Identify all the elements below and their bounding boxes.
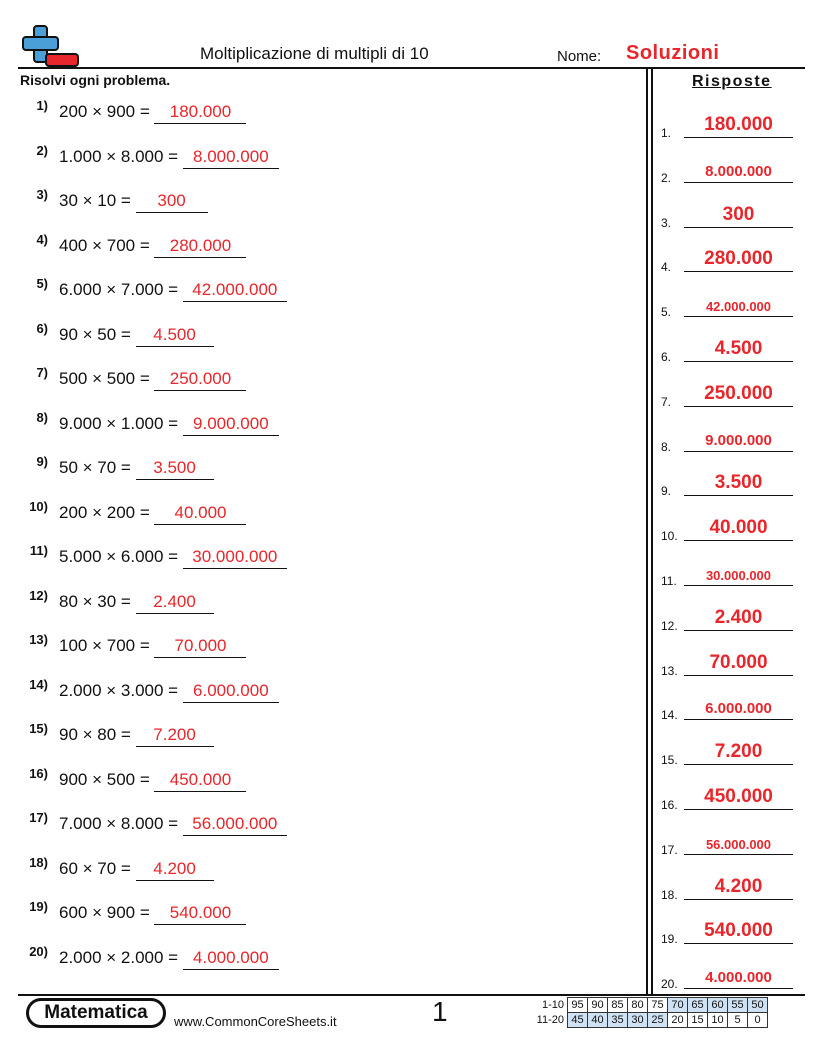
problem-expression: 7.000 × 8.000 = — [59, 814, 183, 833]
answer-key-value: 42.000.000 — [705, 299, 772, 315]
problem-number: 20) — [29, 943, 48, 959]
header-divider — [18, 67, 805, 69]
answer-key-label: 8. — [661, 439, 672, 454]
answer-key-row — [661, 782, 793, 812]
answer-key-value: 450.000 — [704, 786, 773, 807]
problem-number: 12) — [29, 587, 48, 603]
score-cell: 50 — [748, 998, 768, 1013]
score-cell: 95 — [568, 998, 588, 1013]
answer-key-line — [684, 585, 793, 586]
answer-blank[interactable]: 7.200 — [136, 724, 214, 747]
problem-expression: 900 × 500 = — [59, 769, 155, 789]
score-cell: 60 — [708, 998, 728, 1013]
problem-expression: 6.000 × 7.000 = — [59, 280, 183, 299]
answer-key-value: 6.000.000 — [705, 700, 772, 718]
answer-key-label: 10. — [661, 529, 678, 544]
problem-expression: 60 × 70 = — [59, 858, 136, 878]
answer-key-row — [661, 916, 793, 946]
answer-key-label: 17. — [661, 842, 678, 857]
answer-key-value: 280.000 — [704, 248, 773, 270]
answer-key-label: 19. — [661, 932, 678, 947]
problem-expression: 9.000 × 1.000 = — [59, 413, 183, 433]
answer-key-value: 70.000 — [709, 651, 768, 673]
answer-blank[interactable]: 6.000.000 — [183, 680, 279, 703]
answer-key-value: 4.500 — [714, 338, 763, 359]
problem-expression: 200 × 900 = — [59, 102, 155, 121]
answer-key-label: 1. — [661, 126, 672, 140]
problem-expression: 600 × 900 = — [59, 903, 155, 922]
score-row — [528, 998, 768, 1013]
answer-key-row — [661, 513, 793, 543]
answer-key-line — [684, 630, 793, 631]
answer-blank[interactable]: 56.000.000 — [183, 813, 287, 836]
problem-expression: 500 × 500 = — [59, 369, 155, 388]
name-value: Soluzioni — [626, 42, 720, 64]
answer-key-line — [684, 137, 793, 138]
answer-key-value: 2.400 — [714, 606, 763, 628]
answer-key-label: 11. — [661, 574, 677, 588]
answer-blank[interactable]: 42.000.000 — [183, 279, 287, 302]
answer-key-label: 15. — [661, 753, 678, 768]
answer-blank[interactable]: 30.000.000 — [183, 546, 287, 569]
problem-number: 7) — [36, 365, 48, 380]
score-cell: 55 — [728, 998, 748, 1013]
answer-key-row — [661, 244, 793, 274]
answer-key-row — [661, 827, 793, 857]
answer-key-line — [684, 271, 793, 272]
site-url: www.CommonCoreSheets.it — [174, 1014, 337, 1029]
answer-blank[interactable]: 280.000 — [154, 235, 246, 258]
answer-key-row — [661, 379, 793, 409]
problem-number: 8) — [36, 409, 48, 425]
answer-key-value: 300 — [722, 203, 755, 225]
problem-number: 13) — [29, 632, 48, 647]
answer-key-value: 8.000.000 — [705, 162, 772, 180]
answer-key-row — [661, 468, 793, 498]
answer-key-label: 3. — [661, 215, 672, 230]
score-cell: 30 — [628, 1013, 648, 1028]
answer-key-line — [684, 182, 793, 183]
problem-expression: 90 × 80 = — [59, 725, 136, 744]
problem-number: 9) — [36, 454, 48, 469]
score-cell: 45 — [568, 1013, 588, 1028]
answer-key-label: 18. — [661, 887, 678, 902]
score-cell: 80 — [628, 998, 648, 1013]
answer-key-line — [684, 809, 793, 810]
problem-number: 19) — [29, 899, 48, 914]
score-cell: 75 — [648, 998, 668, 1013]
answer-blank[interactable]: 2.400 — [136, 591, 214, 614]
brand-badge: Matematica — [26, 998, 166, 1028]
score-cell: 20 — [668, 1013, 688, 1028]
answer-key-line — [684, 361, 793, 362]
score-cell: 90 — [588, 998, 608, 1013]
answer-key-line — [684, 451, 793, 452]
problem-number: 10) — [29, 498, 48, 514]
score-cell: 25 — [648, 1013, 668, 1028]
problem-number: 5) — [36, 276, 48, 291]
problem-expression: 100 × 700 = — [59, 636, 155, 655]
problem-number: 11) — [29, 543, 48, 558]
answer-key-label: 20. — [661, 977, 678, 992]
problem-expression: 2.000 × 3.000 = — [59, 680, 183, 700]
problem-number: 4) — [36, 231, 48, 247]
answers-heading: Risposte — [692, 73, 772, 90]
answer-blank[interactable]: 180.000 — [154, 101, 246, 124]
problem-expression: 80 × 30 = — [59, 591, 136, 611]
score-cell: 70 — [668, 998, 688, 1013]
answer-key-row — [661, 558, 793, 588]
score-cell: 10 — [708, 1013, 728, 1028]
footer-divider — [18, 994, 805, 996]
worksheet-title: Moltiplicazione di multipli di 10 — [200, 44, 429, 63]
score-cell: 15 — [688, 1013, 708, 1028]
answer-key-label: 5. — [661, 305, 672, 320]
answer-key-line — [684, 227, 793, 228]
answer-key-line — [684, 764, 793, 765]
answer-blank[interactable]: 4.000.000 — [183, 947, 279, 970]
answer-blank[interactable]: 8.000.000 — [183, 146, 279, 169]
answer-key-row — [661, 737, 793, 767]
answer-key-label: 14. — [661, 708, 678, 723]
problem-number: 17) — [29, 810, 48, 825]
answer-key-row — [661, 200, 793, 230]
answer-key-label: 6. — [661, 350, 672, 364]
score-cell: 40 — [588, 1013, 608, 1028]
answer-key-value: 4.200 — [714, 875, 763, 897]
page-number: 1 — [432, 996, 448, 1027]
answer-blank[interactable]: 540.000 — [154, 902, 246, 925]
column-divider-right — [651, 67, 653, 995]
answer-key-line — [684, 899, 793, 900]
problem-number: 6) — [36, 320, 48, 336]
score-cell: 5 — [728, 1013, 748, 1028]
answer-blank[interactable]: 450.000 — [154, 769, 246, 792]
answer-blank[interactable]: 9.000.000 — [183, 413, 279, 436]
problem-number: 15) — [29, 721, 48, 736]
answer-key-value: 3.500 — [714, 472, 763, 494]
score-row — [528, 1013, 768, 1028]
problem-expression: 2.000 × 2.000 = — [59, 947, 183, 967]
answer-key-line — [684, 988, 793, 989]
score-row-label: 11-20 — [536, 1014, 564, 1026]
answer-key-line — [684, 943, 793, 944]
score-cell: 0 — [748, 1013, 768, 1028]
problem-number: 14) — [29, 676, 48, 692]
problem-number: 18) — [29, 854, 48, 870]
answer-key-label: 2. — [661, 170, 672, 185]
logo-icon — [22, 24, 80, 68]
instructions: Risolvi ogni problema. — [20, 72, 171, 88]
problem-expression: 90 × 50 = — [59, 324, 136, 344]
answer-key-line — [684, 540, 793, 541]
score-cell: 35 — [608, 1013, 628, 1028]
problem-number: 1) — [36, 98, 48, 113]
answer-key-line — [684, 854, 793, 855]
answer-key-row — [661, 110, 793, 140]
answer-key-value: 180.000 — [704, 114, 773, 135]
answer-blank[interactable]: 300 — [136, 190, 208, 213]
problem-number: 3) — [36, 187, 48, 202]
answer-key-row — [661, 603, 793, 633]
problem-expression: 200 × 200 = — [59, 502, 155, 522]
answer-key-row — [661, 155, 793, 185]
answer-key-row — [661, 692, 793, 722]
score-table — [528, 997, 768, 1028]
problem-expression: 1.000 × 8.000 = — [59, 146, 183, 166]
answer-key-row — [661, 424, 793, 454]
score-cell: 85 — [608, 998, 628, 1013]
answer-key-row — [661, 648, 793, 678]
answer-key-line — [684, 406, 793, 407]
answer-key-value: 30.000.000 — [705, 568, 772, 583]
answer-blank[interactable]: 3.500 — [136, 457, 214, 480]
answer-key-value: 9.000.000 — [705, 431, 772, 449]
answer-key-label: 7. — [661, 394, 672, 409]
answer-blank[interactable]: 4.500 — [136, 324, 214, 347]
answer-key-value: 40.000 — [709, 517, 768, 539]
answer-key-row — [661, 334, 793, 364]
name-label: Nome: — [557, 48, 602, 65]
problem-expression: 50 × 70 = — [59, 458, 136, 477]
problem-expression: 400 × 700 = — [59, 235, 155, 255]
answer-key-value: 56.000.000 — [705, 836, 772, 852]
answer-key-line — [684, 719, 793, 720]
answer-key-value: 540.000 — [704, 920, 773, 942]
answer-blank[interactable]: 4.200 — [136, 858, 214, 881]
answer-key-label: 16. — [661, 798, 678, 812]
answer-key-label: 9. — [661, 484, 672, 499]
answer-blank[interactable]: 250.000 — [154, 368, 246, 391]
answer-key-line — [684, 316, 793, 317]
score-row-label: 1-10 — [541, 999, 564, 1011]
problem-number: 16) — [29, 765, 48, 781]
answer-key-value: 250.000 — [704, 382, 773, 404]
problem-expression: 30 × 10 = — [59, 191, 136, 210]
answer-key-row — [661, 961, 793, 991]
problem-number: 2) — [36, 142, 48, 158]
answer-key-line — [684, 495, 793, 496]
answer-key-line — [684, 675, 793, 676]
answer-blank[interactable]: 40.000 — [154, 502, 246, 525]
column-divider-left — [646, 67, 648, 995]
answer-key-value: 4.000.000 — [705, 969, 772, 987]
answer-key-label: 13. — [661, 663, 678, 678]
answer-blank[interactable]: 70.000 — [154, 635, 246, 658]
answer-key-value: 7.200 — [714, 741, 763, 763]
answer-key-label: 12. — [661, 618, 678, 633]
answer-key-row — [661, 872, 793, 902]
answer-key-label: 4. — [661, 260, 672, 275]
problem-expression: 5.000 × 6.000 = — [59, 547, 183, 566]
answer-key-row — [661, 289, 793, 319]
score-cell: 65 — [688, 998, 708, 1013]
